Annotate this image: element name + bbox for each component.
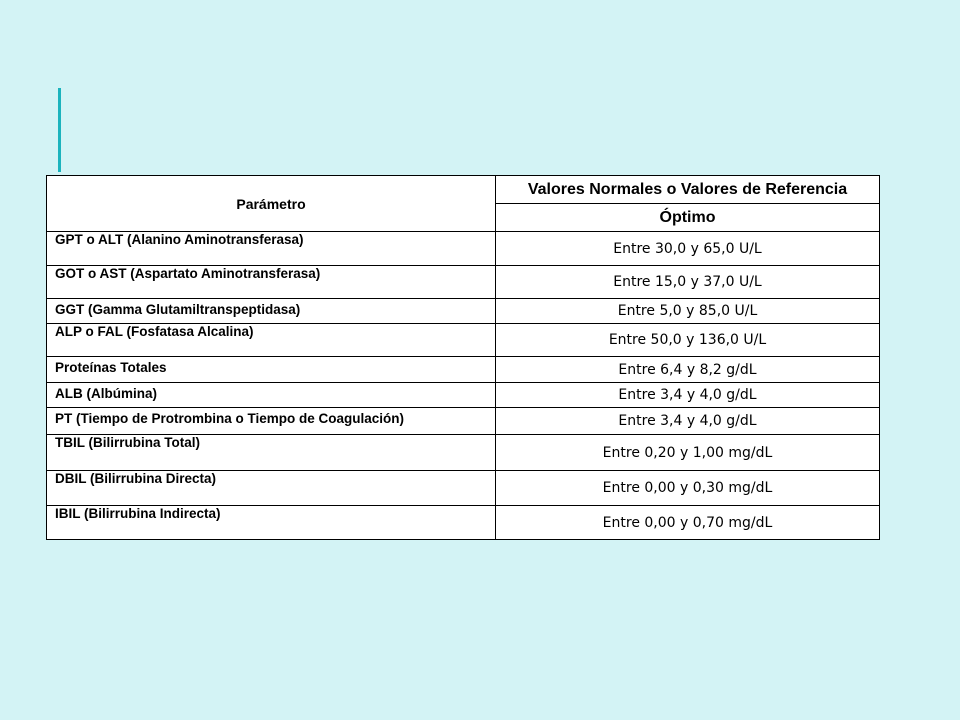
- parameter-cell: IBIL (Bilirrubina Indirecta): [47, 506, 496, 540]
- parameter-cell: GOT o AST (Aspartato Aminotransferasa): [47, 266, 496, 299]
- parameter-cell: GGT (Gamma Glutamiltranspeptidasa): [47, 299, 496, 324]
- table-row: [47, 324, 880, 357]
- accent-line: [58, 88, 61, 172]
- table-header-row: [47, 176, 880, 204]
- value-cell: Entre 50,0 y 136,0 U/L: [496, 324, 880, 357]
- parameter-cell: TBIL (Bilirrubina Total): [47, 435, 496, 471]
- value-cell: Entre 3,4 y 4,0 g/dL: [496, 383, 880, 408]
- value-cell: Entre 3,4 y 4,0 g/dL: [496, 408, 880, 435]
- optimal-column-header: Óptimo: [496, 204, 880, 232]
- parameter-cell: GPT o ALT (Alanino Aminotransferasa): [47, 232, 496, 266]
- value-cell: Entre 5,0 y 85,0 U/L: [496, 299, 880, 324]
- reference-values-table: [46, 175, 880, 540]
- parameter-cell: ALB (Albúmina): [47, 383, 496, 408]
- value-cell: Entre 0,00 y 0,70 mg/dL: [496, 506, 880, 540]
- parameter-cell: ALP o FAL (Fosfatasa Alcalina): [47, 324, 496, 357]
- table-row: [47, 471, 880, 506]
- value-cell: Entre 6,4 y 8,2 g/dL: [496, 357, 880, 383]
- table-row: [47, 357, 880, 383]
- table-row: [47, 232, 880, 266]
- parameter-column-header: Parámetro: [47, 176, 496, 232]
- parameter-cell: Proteínas Totales: [47, 357, 496, 383]
- value-cell: Entre 0,00 y 0,30 mg/dL: [496, 471, 880, 506]
- reference-values-column-header: Valores Normales o Valores de Referencia: [496, 176, 880, 204]
- table-row: [47, 506, 880, 540]
- value-cell: Entre 30,0 y 65,0 U/L: [496, 232, 880, 266]
- value-cell: Entre 15,0 y 37,0 U/L: [496, 266, 880, 299]
- table-row: [47, 299, 880, 324]
- table-row: [47, 435, 880, 471]
- parameter-cell: DBIL (Bilirrubina Directa): [47, 471, 496, 506]
- table-row: [47, 408, 880, 435]
- parameter-cell: PT (Tiempo de Protrombina o Tiempo de Coagulación): [47, 408, 496, 435]
- value-cell: Entre 0,20 y 1,00 mg/dL: [496, 435, 880, 471]
- table-row: [47, 266, 880, 299]
- table-row: [47, 383, 880, 408]
